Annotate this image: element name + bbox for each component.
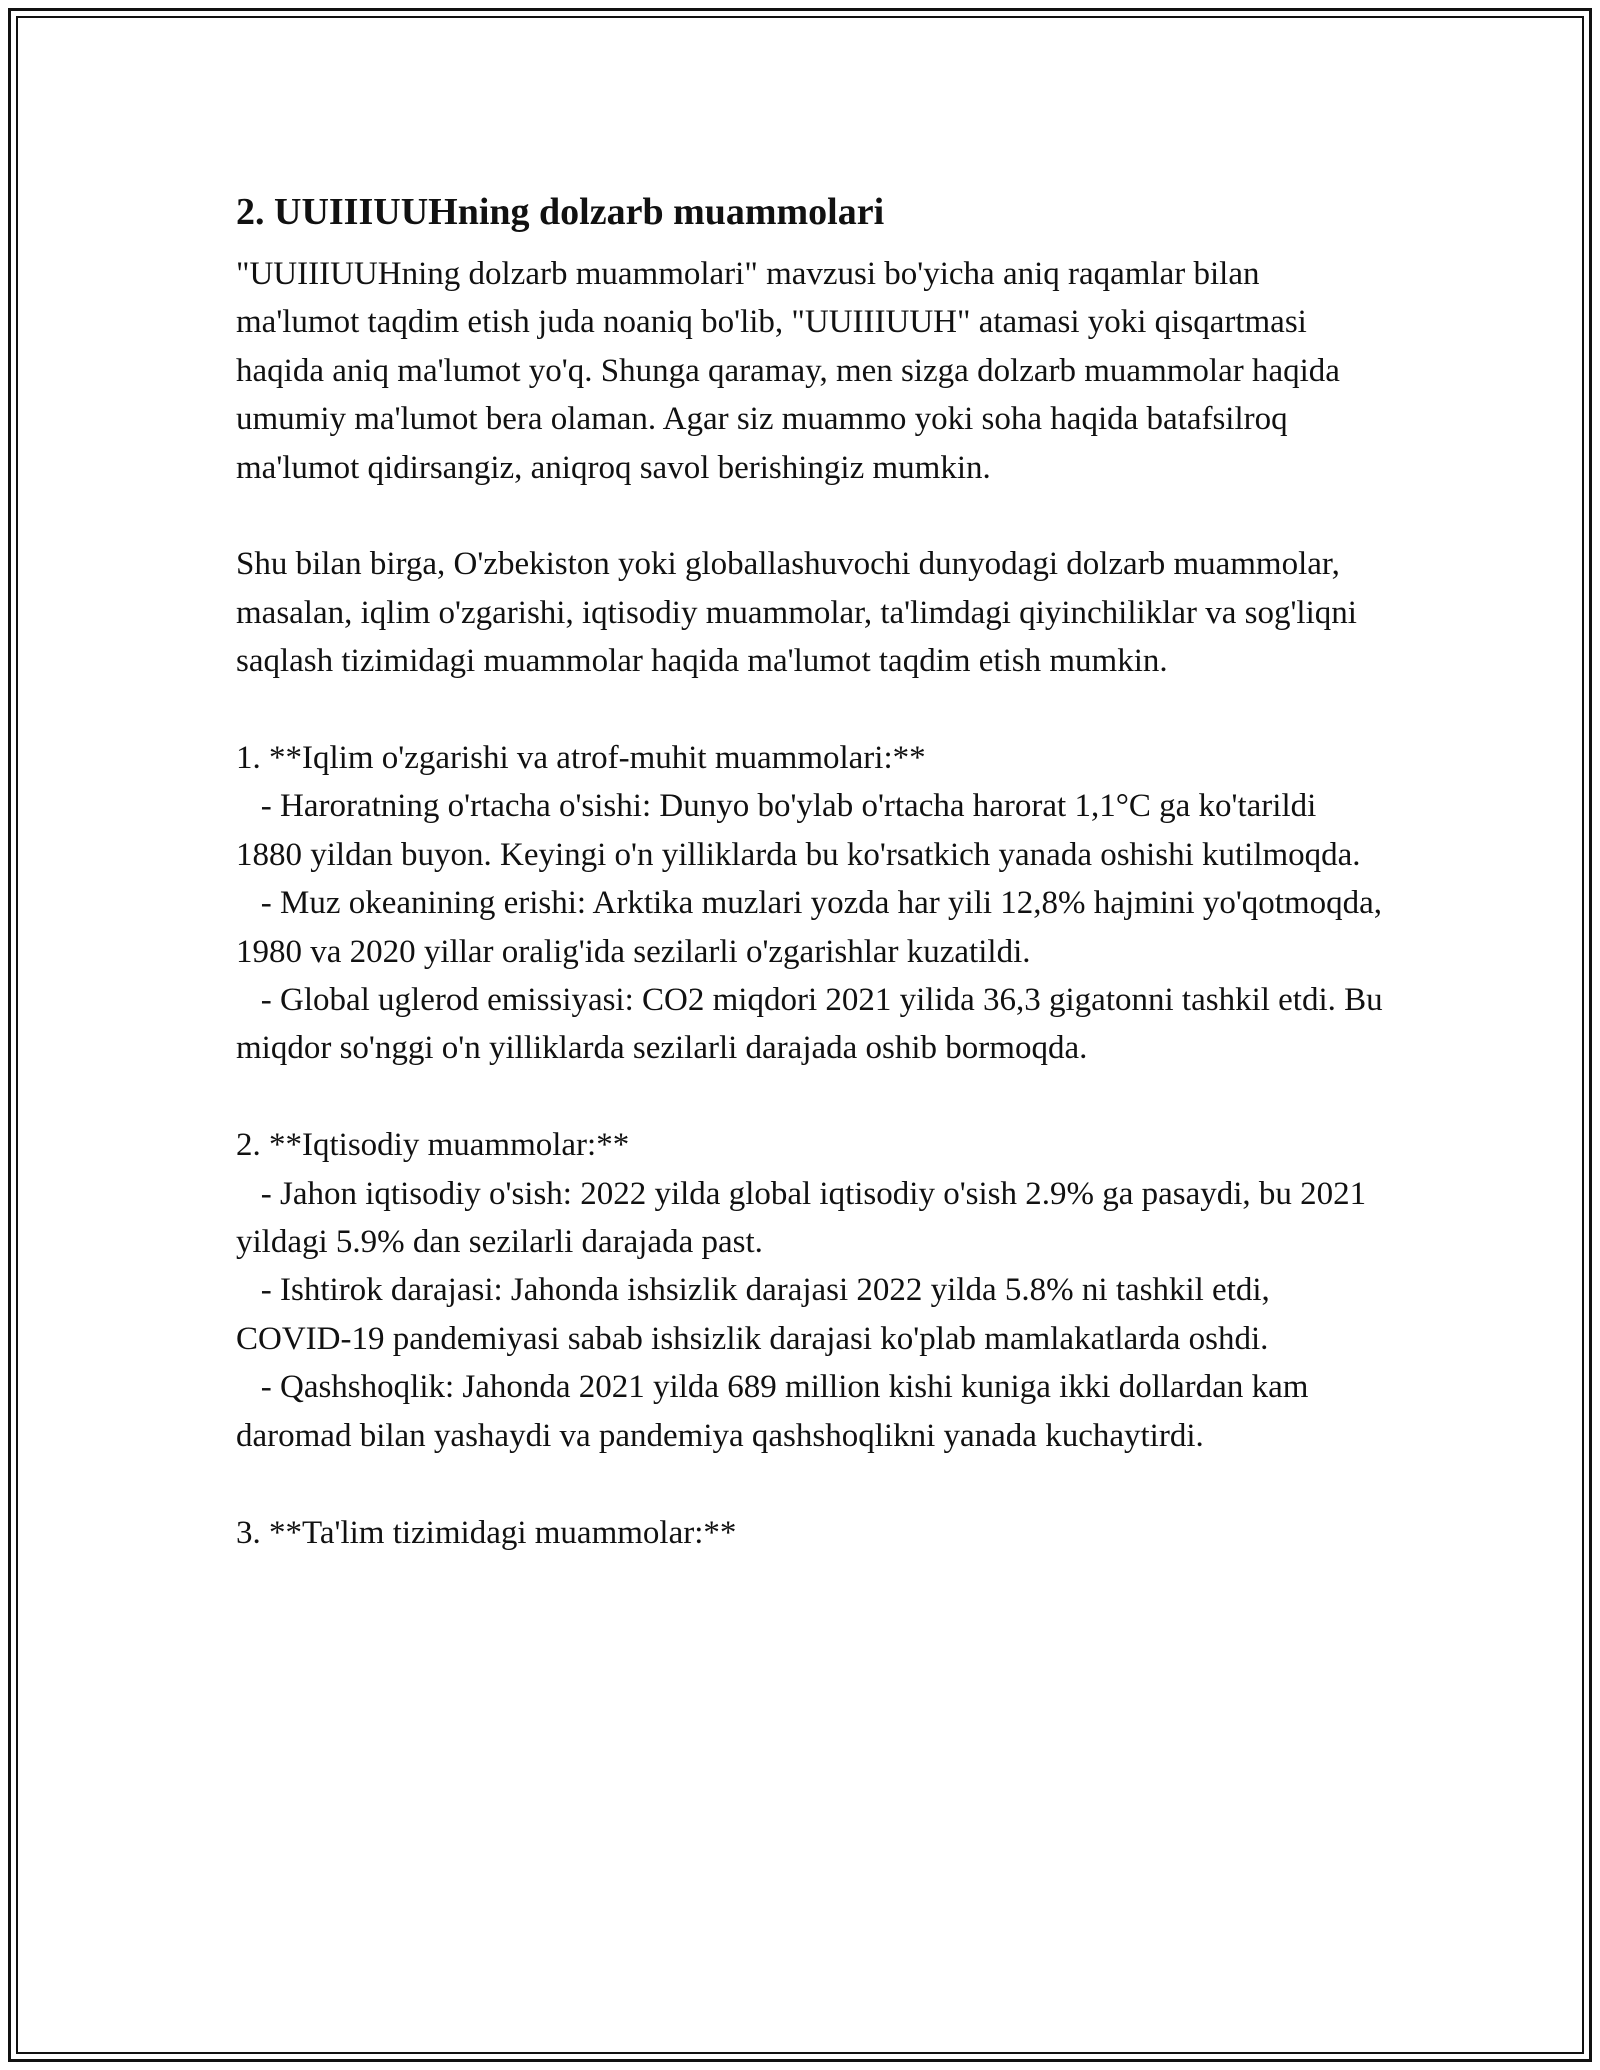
climate-item-carbon-text: - Global uglerod emissiyasi: CO2 miqdori 2021 yilida 36,3 gigatonni tashkil etdi. Bu miqdor so'nggi o'n yilliklarda sezilarli darajada oshib bormoqda.: [236, 982, 1383, 1067]
climate-item-ice-text: - Muz okeanining erishi: Arktika muzlari yozda har yili 12,8% hajmini yo'qotmoqda, 1980 va 2020 yillar oralig'ida sezilarli o'zgarishlar kuzatildi.: [236, 885, 1383, 970]
economy-item-poverty: [236, 1363, 1386, 1460]
economy-item-growth: [236, 1170, 1386, 1267]
economy-section-title: 2. **Iqtisodiy muammolar:**: [236, 1127, 630, 1164]
climate-item-temperature-text: - Haroratning o'rtacha o'sishi: Dunyo bo'ylab o'rtacha harorat 1,1°C ga ko'tarildi 1880 yildan buyon. Keyingi o'n yilliklarda bu ko'rsatkich yanada oshishi kutilmoqda.: [236, 788, 1361, 873]
economy-item-unemployment: [236, 1266, 1386, 1363]
climate-item-ice: [236, 879, 1386, 976]
economy-section: [236, 1121, 1386, 1460]
climate-item-carbon: [236, 976, 1386, 1073]
document-body: [236, 186, 1386, 1605]
context-paragraph: Shu bilan birga, O'zbekiston yoki globallashuvochi dunyodagi dolzarb muammolar, masalan, iqlim o'zgarishi, iqtisodiy muammolar, ta'limdagi qiyinchiliklar va sog'liqni saqlash tizimidagi muammolar haqida ma'lumot taqdim etish mumkin.: [236, 546, 1357, 680]
education-section: [236, 1509, 1386, 1557]
climate-section-title: 1. **Iqlim o'zgarishi va atrof-muhit muammolari:**: [236, 740, 926, 777]
climate-section: [236, 734, 1386, 1073]
economy-item-unemployment-text: - Ishtirok darajasi: Jahonda ishsizlik darajasi 2022 yilda 5.8% ni tashkil etdi, COVID-19 pandemiyasi sabab ishsizlik darajasi ko'plab mamlakatlarda oshdi.: [236, 1272, 1270, 1357]
education-section-title: 3. **Ta'lim tizimidagi muammolar:**: [236, 1514, 737, 1551]
economy-item-poverty-text: - Qashshoqlik: Jahonda 2021 yilda 689 million kishi kuniga ikki dollardan kam daromad bilan yashaydi va pandemiya qashshoqlikni yanada kuchaytirdi.: [236, 1369, 1309, 1454]
economy-item-growth-text: - Jahon iqtisodiy o'sish: 2022 yilda global iqtisodiy o'sish 2.9% ga pasaydi, bu 2021 yildagi 5.9% dan sezilarli darajada past.: [236, 1175, 1367, 1261]
section-heading: 2. UUIIIUUHning dolzarb muammolari: [236, 191, 885, 233]
intro-paragraph: "UUIIIUUHning dolzarb muammolari" mavzusi bo'yicha aniq raqamlar bilan ma'lumot taqdim etish juda noaniq bo'lib, "UUIIIUUH" atamasi yoki qisqartmasi haqida aniq ma'lumot yo'q. Shunga qaramay, men sizga dolzarb muammolar haqida umumiy ma'lumot bera olaman. Agar siz muammo yoki soha haqida batafsilroq ma'lumot qidirsangiz, aniqroq savol berishingiz mumkin.: [236, 256, 1340, 486]
climate-item-temperature: [236, 782, 1386, 879]
